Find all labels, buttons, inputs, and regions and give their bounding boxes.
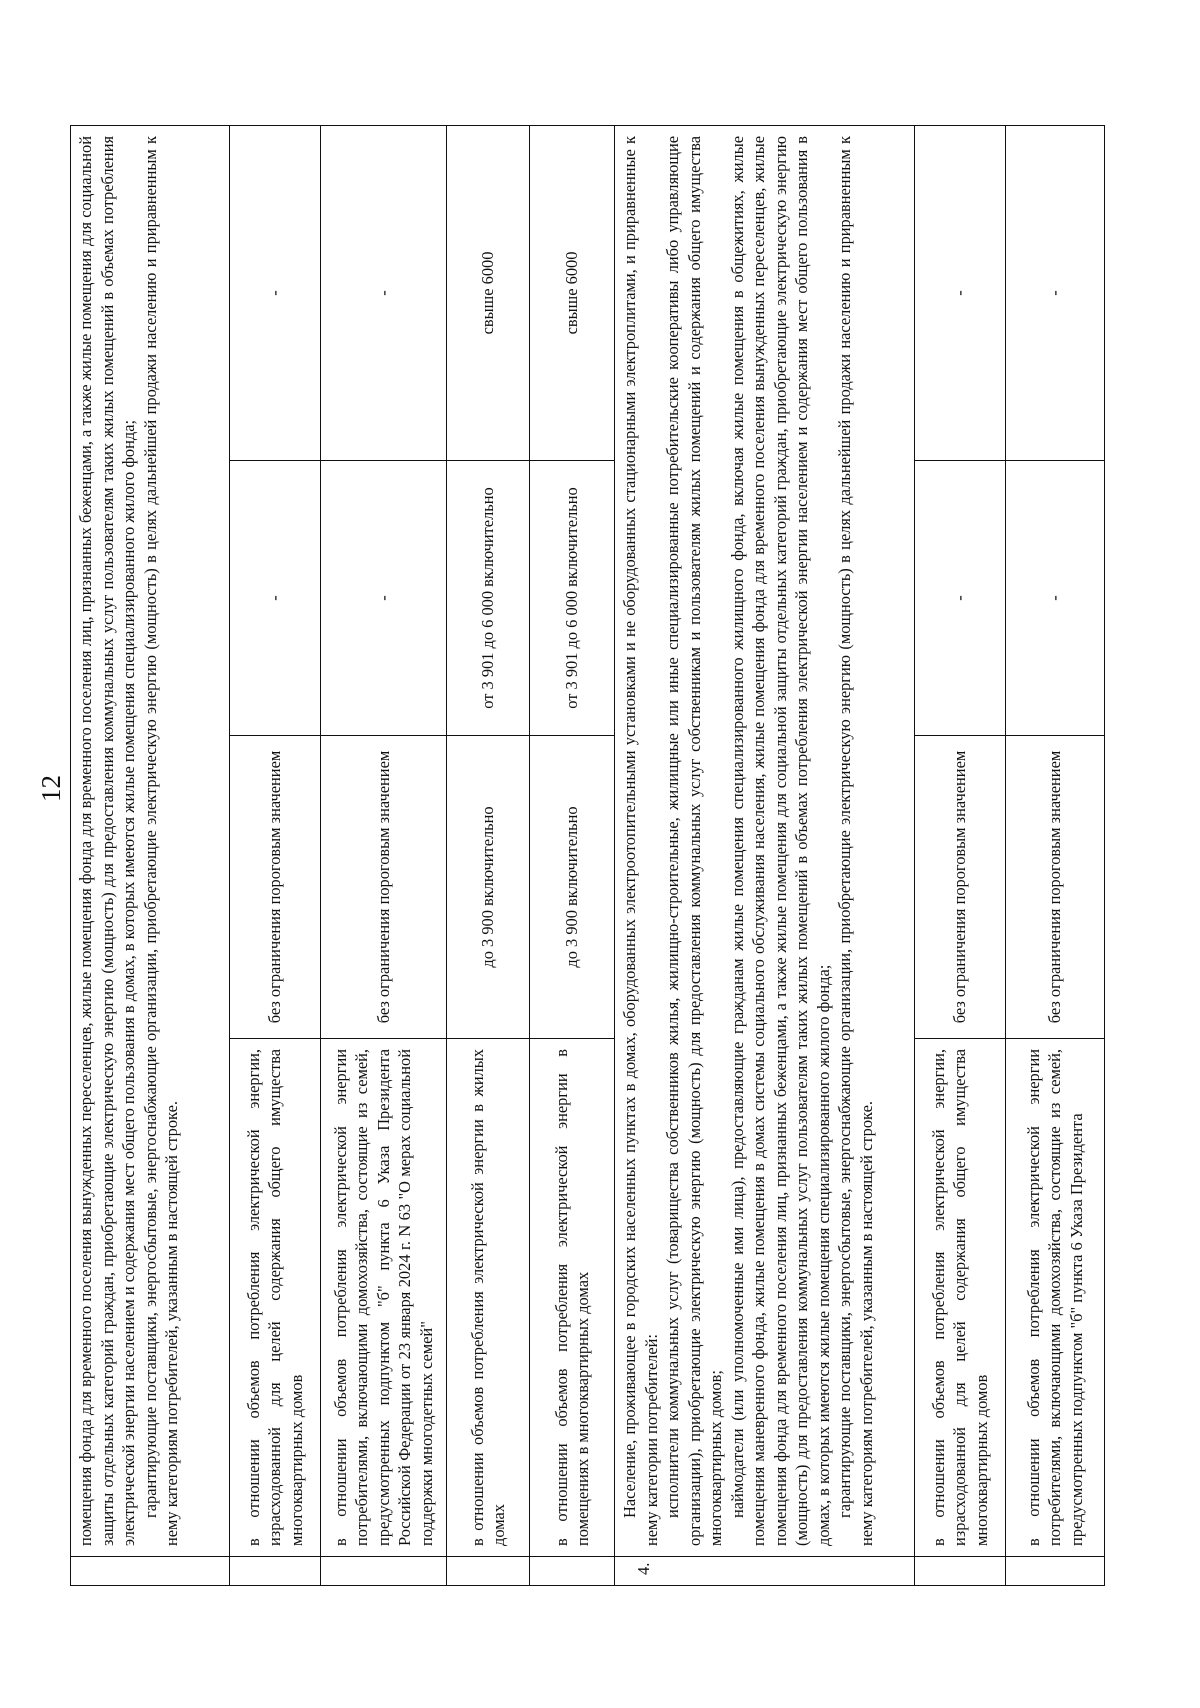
tariff-table <box>70 126 1104 1586</box>
threshold-cell: от 3 901 до 6 000 включительно <box>447 461 530 736</box>
threshold-cell: свыше 6000 <box>530 125 615 460</box>
threshold-cell: без ограничения пороговым значением <box>1006 736 1105 1039</box>
section-4-category-row <box>615 125 915 1585</box>
section-4-category-text: Население, проживающее в городских населенных пунктах в домах, оборудованных электроотопительными установками и не оборудованных стационарными электроплитами, и приравненные к нему категории потребителей: исполнители коммунальных услуг (товарищества собственников жилья, жилищно-строительные, жилищные или иные специализированные потребительские кооперативы либо управляющие организации), приобретающие электрическую энергию (мощность) для предоставления коммунальных услуг собственникам и пользователям жилых помещений и содержания общего имущества многоквартирных домов; наймодатели (или уполномоченные ими лица), предоставляющие гражданам жилые помещения специализированного жилищного фонда, включая жилые помещения в общежитиях, жилые помещения маневренного фонда, жилые помещения в домах системы социального обслуживания населения, жилые помещения фонда для временного поселения вынужденных переселенцев, жилые помещения фонда для временного поселения лиц, признанных беженцами, а также жилые помещения для социальной защиты отдельных категорий граждан, приобретающие электрическую энергию (мощность) для предоставления коммунальных услуг пользователям таких жилых помещений в объемах потребления электрической энергии населением и содержания мест общего пользования в домах, в которых имеются жилые помещения специализированного жилого фонда; гарантирующие поставщики, энергосбытовые, энергоснабжающие организации, приобретающие электрическую энергию (мощность) в целях дальнейшей продажи населению и приравненным к нему категориям потребителей, указанным в настоящей строке. <box>615 125 915 1556</box>
table-row <box>447 125 530 1585</box>
tariff-table-grid <box>70 125 1105 1586</box>
threshold-cell: свыше 6000 <box>447 125 530 460</box>
section-4-number: 4. <box>615 1557 915 1586</box>
threshold-cell: - <box>321 125 447 460</box>
row-label: в отношении объемов потребления электрической энергии в жилых домах <box>447 1039 530 1557</box>
threshold-cell: без ограничения пороговым значением <box>915 736 1006 1039</box>
table-row <box>321 125 447 1585</box>
row-label: в отношении объемов потребления электрической энергии в помещениях в многоквартирных домах <box>530 1039 615 1557</box>
table-row <box>915 125 1006 1585</box>
table-row <box>230 125 321 1585</box>
section-cont-category-row <box>71 125 230 1585</box>
threshold-cell: - <box>915 125 1006 460</box>
threshold-cell: от 3 901 до 6 000 включительно <box>530 461 615 736</box>
threshold-cell: до 3 900 включительно <box>447 736 530 1039</box>
threshold-cell: - <box>915 461 1006 736</box>
threshold-cell: без ограничения пороговым значением <box>230 736 321 1039</box>
section-cont-category-text: помещения фонда для временного поселения вынужденных переселенцев, жилые помещения фонда для временного поселения лиц, признанных беженцами, а также жилые помещения для социальной защиты отдельных категорий граждан, приобретающие электрическую энергию (мощность) для предоставления коммунальных услуг пользователям таких жилых помещений в объемах потребления электрической энергии населением и содержания мест общего пользования в домах, в которых имеются жилые помещения специализированного жилого фонда; гарантирующие поставщики, энергосбытовые, энергоснабжающие организации, приобретающие электрическую энергию (мощность) в целях дальнейшей продажи населению и приравненным к нему категориям потребителей, указанным в настоящей строке. <box>71 125 230 1556</box>
row-label: в отношении объемов потребления электрической энергии, израсходованной для целей содержания общего имущества многоквартирных домов <box>915 1039 1006 1557</box>
page-number: 12 <box>36 775 66 802</box>
row-label: в отношении объемов потребления электрической энергии потребителями, включающими домохозяйства, состоящие из семей, предусмотренных подпунктом "б" пункта 6 Указа Президента <box>1006 1039 1105 1557</box>
table-row <box>1006 125 1105 1585</box>
threshold-cell: - <box>1006 461 1105 736</box>
table-row <box>530 125 615 1585</box>
threshold-cell: - <box>230 461 321 736</box>
threshold-cell: - <box>1006 125 1105 460</box>
threshold-cell: до 3 900 включительно <box>530 736 615 1039</box>
threshold-cell: без ограничения пороговым значением <box>321 736 447 1039</box>
row-label: в отношении объемов потребления электрической энергии, израсходованной для целей содержания общего имущества многоквартирных домов <box>230 1039 321 1557</box>
row-label: в отношении объемов потребления электрической энергии потребителями, включающими домохозяйства, состоящие из семей, предусмотренных подпунктом "б" пункта 6 Указа Президента Российской Федерации от 23 января 2024 г. N 63 "О мерах социальной поддержки многодетных семей" <box>321 1039 447 1557</box>
threshold-cell: - <box>321 461 447 736</box>
threshold-cell: - <box>230 125 321 460</box>
section-cont-number-cell <box>71 1557 230 1586</box>
